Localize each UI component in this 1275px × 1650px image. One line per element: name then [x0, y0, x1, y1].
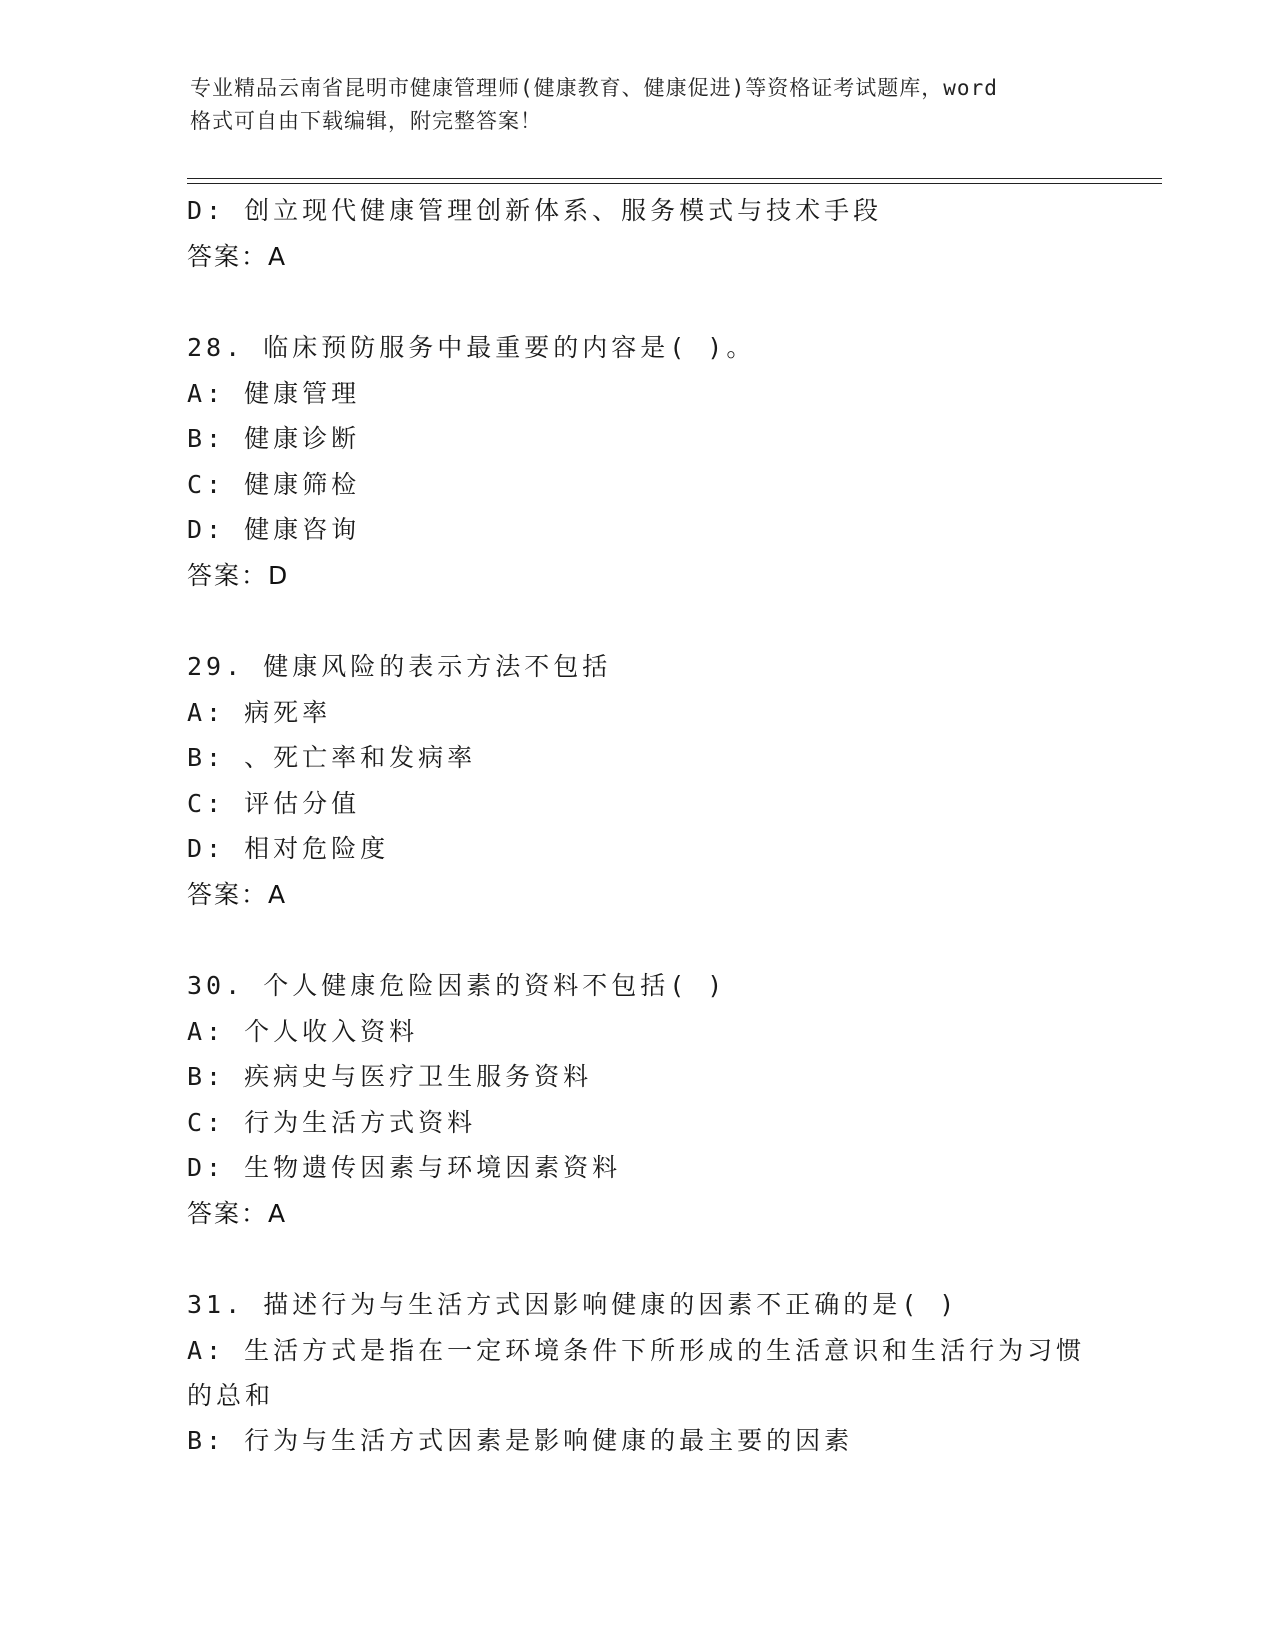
- option-a: A: 病死率: [187, 697, 332, 727]
- question-28: [187, 325, 1087, 598]
- option-b: B: 疾病史与医疗卫生服务资料: [187, 1062, 593, 1091]
- header-divider-bottom: [187, 183, 1162, 184]
- option-b: B: 、死亡率和发病率: [187, 743, 477, 772]
- question-29: [187, 644, 1087, 917]
- answer-line: 答案：A: [187, 241, 288, 271]
- question-stem: 29. 健康风险的表示方法不包括: [187, 652, 612, 681]
- header-line-1: 专业精品云南省昆明市健康管理师(健康教育、健康促进)等资格证考试题库，word: [190, 76, 998, 100]
- option-d: D: 健康咨询: [187, 515, 361, 544]
- option-d: D: 创立现代健康管理创新体系、服务模式与技术手段: [187, 196, 883, 225]
- option-b: B: 行为与生活方式因素是影响健康的最主要的因素: [187, 1425, 854, 1455]
- previous-question-tail: [187, 188, 1087, 279]
- header-divider-top: [187, 178, 1162, 179]
- option-a: A: 个人收入资料: [187, 1016, 419, 1046]
- question-content: [187, 188, 1087, 1463]
- option-b: B: 健康诊断: [187, 424, 361, 453]
- answer-line: 答案：D: [187, 560, 290, 590]
- answer-line: 答案：A: [187, 879, 288, 909]
- spacer: [187, 1236, 1087, 1282]
- answer-line: 答案：A: [187, 1198, 288, 1228]
- option-c: C: 健康筛检: [187, 469, 361, 499]
- page-header: [190, 72, 1090, 138]
- option-a: A: 健康管理: [187, 378, 361, 408]
- question-stem: 31. 描述行为与生活方式因影响健康的因素不正确的是( ): [187, 1290, 959, 1319]
- option-c: C: 评估分值: [187, 788, 361, 818]
- question-30: [187, 963, 1087, 1236]
- spacer: [187, 279, 1087, 325]
- option-d: D: 生物遗传因素与环境因素资料: [187, 1153, 622, 1182]
- header-line-2: 格式可自由下载编辑，附完整答案！: [190, 109, 542, 133]
- option-d: D: 相对危险度: [187, 834, 390, 863]
- question-stem: 30. 个人健康危险因素的资料不包括( ): [187, 971, 727, 1000]
- spacer: [187, 598, 1087, 644]
- option-a: A: 生活方式是指在一定环境条件下所形成的生活意识和生活行为习惯的总和: [187, 1335, 1086, 1410]
- question-31: [187, 1282, 1087, 1463]
- question-stem: 28. 临床预防服务中最重要的内容是( )。: [187, 333, 756, 362]
- option-c: C: 行为生活方式资料: [187, 1107, 477, 1137]
- spacer: [187, 917, 1087, 963]
